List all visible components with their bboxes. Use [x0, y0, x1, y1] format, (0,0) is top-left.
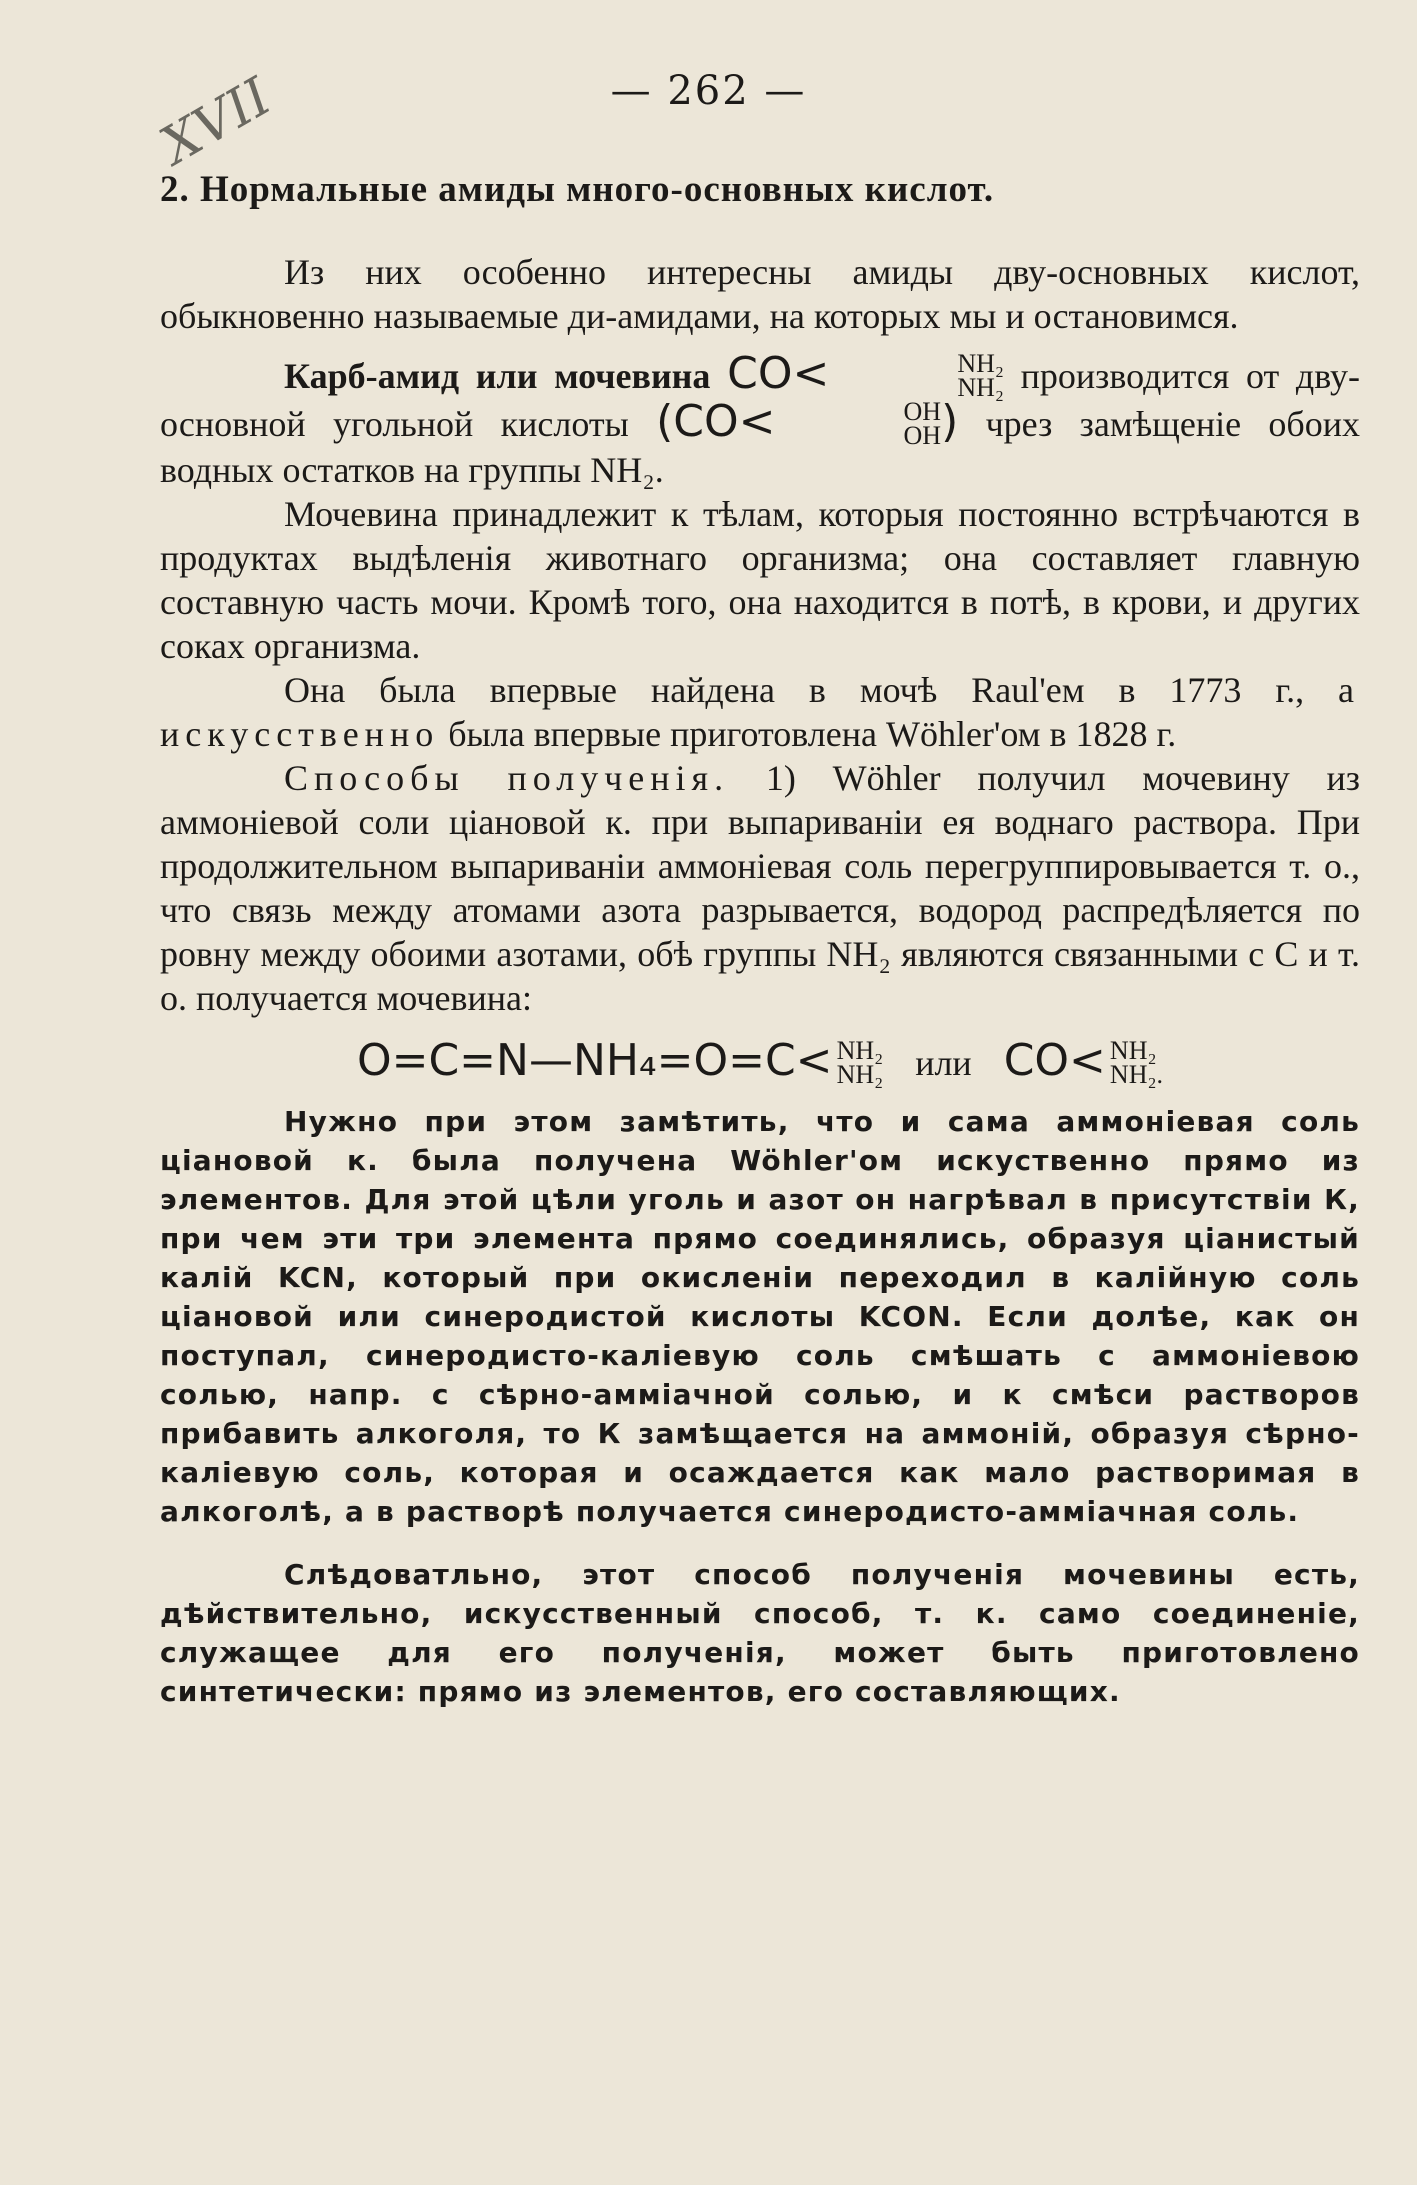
reaction-right: CO< — [1003, 1035, 1106, 1086]
urea-formula-groups — [833, 349, 1004, 402]
paragraph-urea-definition — [160, 348, 1361, 492]
paragraph-occurrence: Мочевина принадлежит к тѣлам, которыя постоянно встрѣчаются в продуктах выдѣленія животнаго организма; она составляет главную составную часть мочи. Кромѣ того, она находится в потѣ, в крови, и других соках организма. — [160, 494, 1360, 666]
small-paragraph-conclusion: Слѣдоватльно, этот способ полученія мочевины есть, дѣйствительно, искусственный способ, т. к. само соединеніе, служащее для его полученія, может быть приготовлено синтетически: прямо из элементов, его составляющих. — [160, 1558, 1360, 1708]
carbonic-formula-base: (CO< — [656, 396, 776, 447]
urea-formula — [727, 348, 1004, 402]
page-content — [160, 160, 1360, 1711]
reaction-left-top: NH₂ — [836, 1036, 884, 1065]
carbonic-formula-close: ) — [941, 396, 959, 447]
urea-formula-bottom: NH₂ — [957, 373, 1004, 402]
reaction-right-groups — [1109, 1036, 1164, 1089]
carbonic-acid-formula — [656, 396, 959, 450]
reaction-right-bottom: NH₂. — [1109, 1060, 1164, 1089]
urea-heading: Карб-амид или мочевина — [284, 356, 711, 396]
paragraph-intro: Из них особенно интересны амиды дву-основных кислот, обыкновенно называемые ди-амидами, на которых мы и остановимся. — [160, 252, 1360, 336]
reaction-or: или — [915, 1043, 972, 1083]
history-text-b: была впервые приготовлена Wöhler'ом в 1828 г. — [448, 714, 1177, 754]
history-emphasis: а искусственно — [160, 670, 1361, 754]
small-paragraph-note: Нужно при этом замѣтить, что и сама аммоніевая соль ціановой к. была получена Wöhler'ом искуственно прямо из элементов. Для этой цѣли уголь и азот он нагрѣвал в присутствіи К, при чем эти три элемента прямо соединялись, образуя ціанистый калій KCN, который при окисленіи переходил в калійную соль ціановой или синеродистой кислоты KCON. Если долѣе, как он поступал, синеродисто-каліевую соль смѣшать с аммоніевою солью, напр. с сѣрно-амміачной солью, и к смѣси растворов прибавить алкоголя, то К замѣщается на аммоній, образуя сѣрно-каліевую соль, которая и осаждается как мало растворимая в алкоголѣ, а в растворѣ получается синеродисто-амміачная соль. — [160, 1105, 1360, 1528]
methods-text: 1) Wöhler получил мочевину из аммоніевой соли ціановой к. при выпариваніи ея воднаго раствора. При продолжительном выпариваніи аммоніевая соль перегруппировывается т. о., что связь между атомами азота разрывается, водород распредѣляется по ровну между обоими азотами, обѣ группы NH₂ являются связанными с С и т. о. получается мочевина: — [160, 758, 1360, 1018]
reaction-left-bottom: NH₂ — [836, 1060, 884, 1089]
section-title: 2. Нормальные амиды много-основных кислот. — [160, 169, 995, 210]
history-text-a: Она была впервые найдена в мочѣ Raul'ем в 1773 г., — [284, 670, 1305, 710]
urea-formula-base: CO< — [727, 348, 830, 399]
carbonic-formula-top: OH — [903, 397, 942, 426]
paragraph-history — [160, 668, 1360, 756]
carbonic-formula-groups — [780, 397, 942, 450]
reaction-left: O=C=N—NH₄=O=C< — [356, 1035, 833, 1086]
urea-formula-top: NH₂ — [957, 349, 1004, 378]
urea-text-a: производится от дву-основной угольной кислоты — [160, 356, 1361, 444]
methods-heading: Способы полученія. — [284, 758, 730, 798]
reaction-left-groups — [836, 1036, 884, 1089]
carbonic-formula-bottom: OH — [903, 421, 942, 450]
reaction-formula — [160, 1026, 1360, 1098]
page-number: — 262 — — [610, 68, 807, 114]
reaction-right-top: NH₂ — [1109, 1036, 1157, 1065]
margin-handwritten-note: XVII — [151, 66, 282, 177]
urea-text-b: чрез замѣщеніе обоих водных остатков на группы NH₂. — [160, 404, 1361, 490]
paragraph-methods — [160, 756, 1360, 1020]
